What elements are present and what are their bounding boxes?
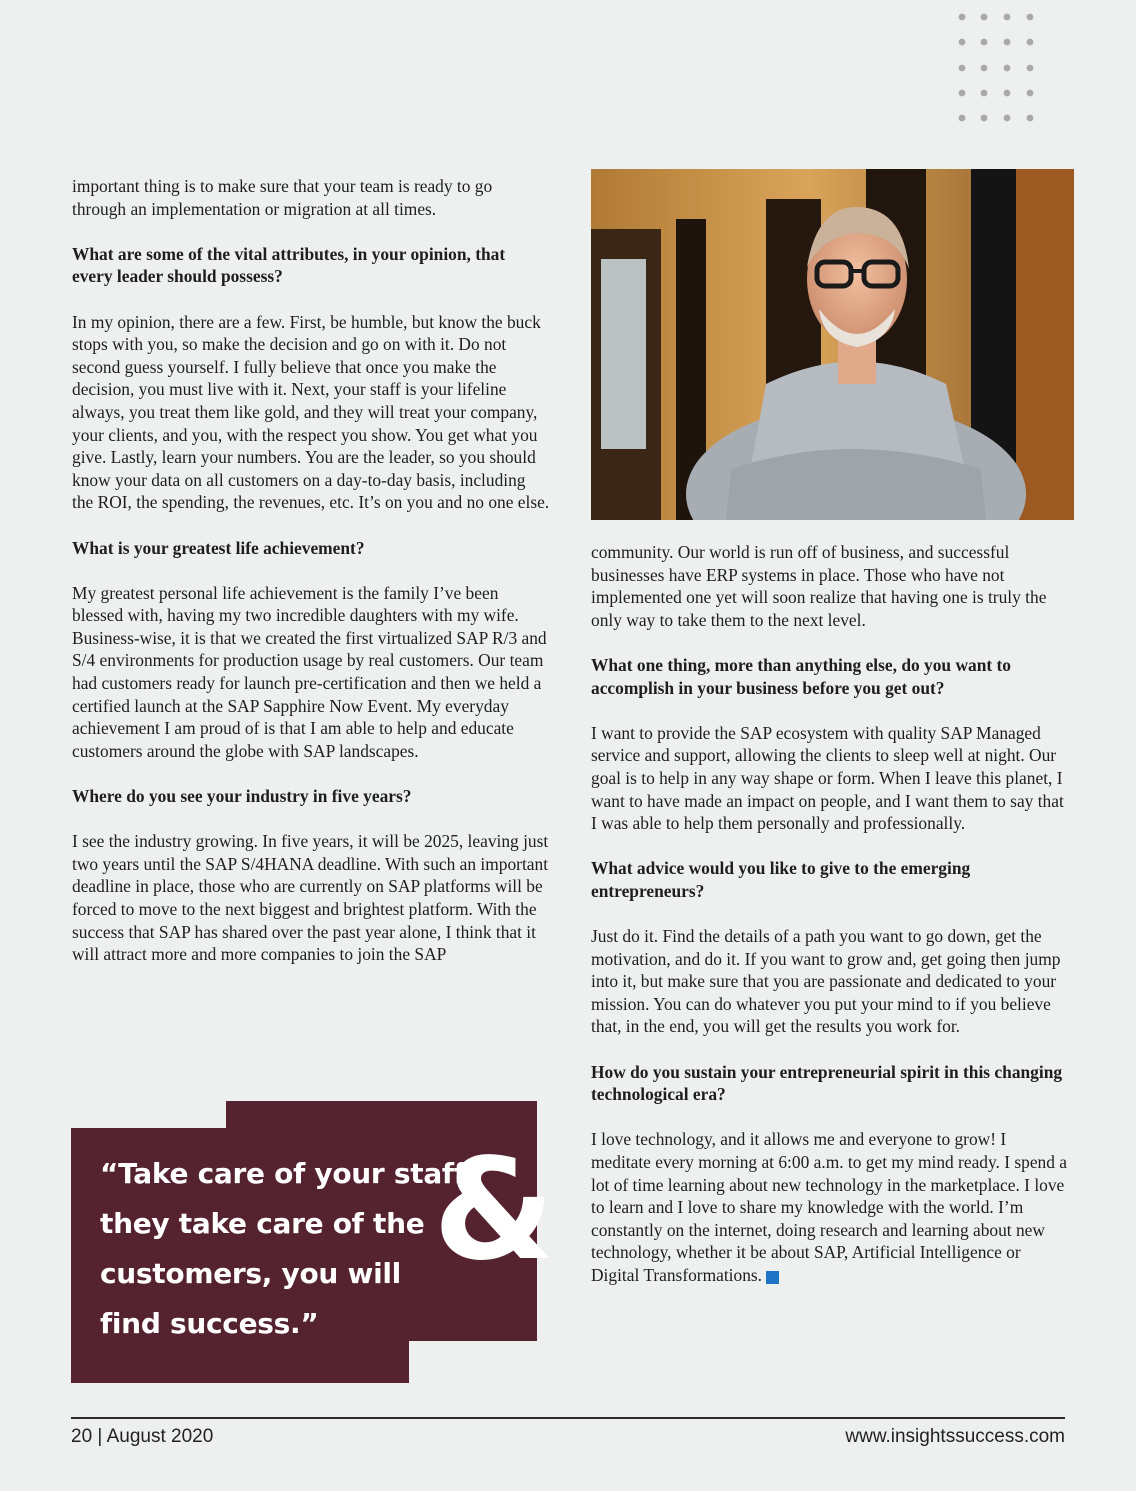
interview-question: What is your greatest life achievement?: [72, 537, 365, 558]
right-article-column: [591, 541, 1069, 1309]
paragraph: My greatest personal life achievement is the family I’ve been blessed with, having my two incredible daughters with my wife. Business-wise, it is that we created the first virtualized SAP R/3 and S/4 environments for production usage by real customers. Our team had customers ready for launch pre-certification and then we held a certified launch at the SAP Sapphire Now Event. My everyday achievement I am proud of is that I am able to help and educate customers around the globe with SAP landscapes.: [72, 582, 547, 761]
paragraph: I want to provide the SAP ecosystem with quality SAP Managed service and support, allowing the clients to sleep well at night. Our goal is to help in any way shape or form. When I leave this planet, I want to have made an impact on people, and I want them to say that I was able to help them personally and professionally.: [591, 722, 1064, 834]
left-article-column: [72, 175, 550, 988]
paragraph: I see the industry growing. In five years, it will be 2025, leaving just two years until the SAP S/4HANA deadline. With such an important deadline in place, those who are currently on SAP platforms will be forced to move to the next biggest and brightest platform. With the success that SAP has shared over the past year alone, I think that it will attract more and more companies to join the SAP: [72, 831, 549, 965]
pull-quote-line: they take care of the: [100, 1207, 425, 1240]
pull-quote-text: [100, 1149, 480, 1349]
closing-paragraph-text: I love technology, and it allows me and everyone to grow! I meditate every morning at 6:00 a.m. to get my mind ready. I spend a lot of time learning about new technology in the marketplace. I love to learn and I love to share my knowledge with the world. I’m constantly on the internet, doing research and learning about new technology, whether it be about SAP, Artificial Intelligence or Digital Transformations.: [591, 1129, 1068, 1285]
decorative-dot-grid: [952, 12, 1042, 127]
paragraph: important thing is to make sure that your team is ready to go through an implementation or migration at all times.: [72, 176, 493, 219]
interview-question: What one thing, more than anything else, do you want to accomplish in your business before you get out?: [591, 654, 1011, 698]
ampersand-mark: &: [433, 1129, 556, 1292]
footer-divider: [71, 1417, 1065, 1419]
interview-question: How do you sustain your entrepreneurial spirit in this changing technological era?: [591, 1061, 1063, 1105]
article-end-icon: [766, 1271, 779, 1284]
paragraph: community. Our world is run off of business, and successful businesses have ERP systems in place. Those who have not implemented one yet will soon realize that having one is truly the only way to take them to the next level.: [591, 542, 1047, 630]
website-url[interactable]: www.insightssuccess.com: [845, 1426, 1065, 1447]
pull-quote-line: find success.”: [100, 1307, 319, 1340]
pull-quote-line: “Take care of your staff: [100, 1157, 466, 1190]
interview-question: What are some of the vital attributes, in your opinion, that every leader should possess?: [72, 243, 506, 287]
paragraph: Just do it. Find the details of a path you want to go down, get the motivation, and do it. If you want to grow and, get going then jump into it, but make sure that you are passionate and dedicated to your mission. You can do whatever you put your mind to if you believe that, in the end, you will get the results you work for.: [591, 926, 1061, 1037]
portrait-photo: [591, 169, 1074, 520]
interview-question: What advice would you like to give to the emerging entrepreneurs?: [591, 858, 971, 901]
page-number-date: 20 | August 2020: [71, 1426, 214, 1447]
paragraph: [591, 1128, 1069, 1286]
interview-question: Where do you see your industry in five years?: [72, 786, 412, 807]
pull-quote: [71, 1101, 556, 1383]
paragraph: In my opinion, there are a few. First, be humble, but know the buck stops with you, so make the decision and go on with it. Do not second guess yourself. I fully believe that once you make the decision, you must live with it. Next, your staff is your lifeline always, you treat them like gold, and they will treat your company, your clients, and you, with the respect you show. You get what you give. Lastly, learn your numbers. You are the leader, so you should know your data on all customers on a day-to-day basis, including the ROI, the spending, the revenues, etc. It’s on you and no one else.: [72, 311, 550, 513]
pull-quote-line: customers, you will: [100, 1257, 401, 1290]
